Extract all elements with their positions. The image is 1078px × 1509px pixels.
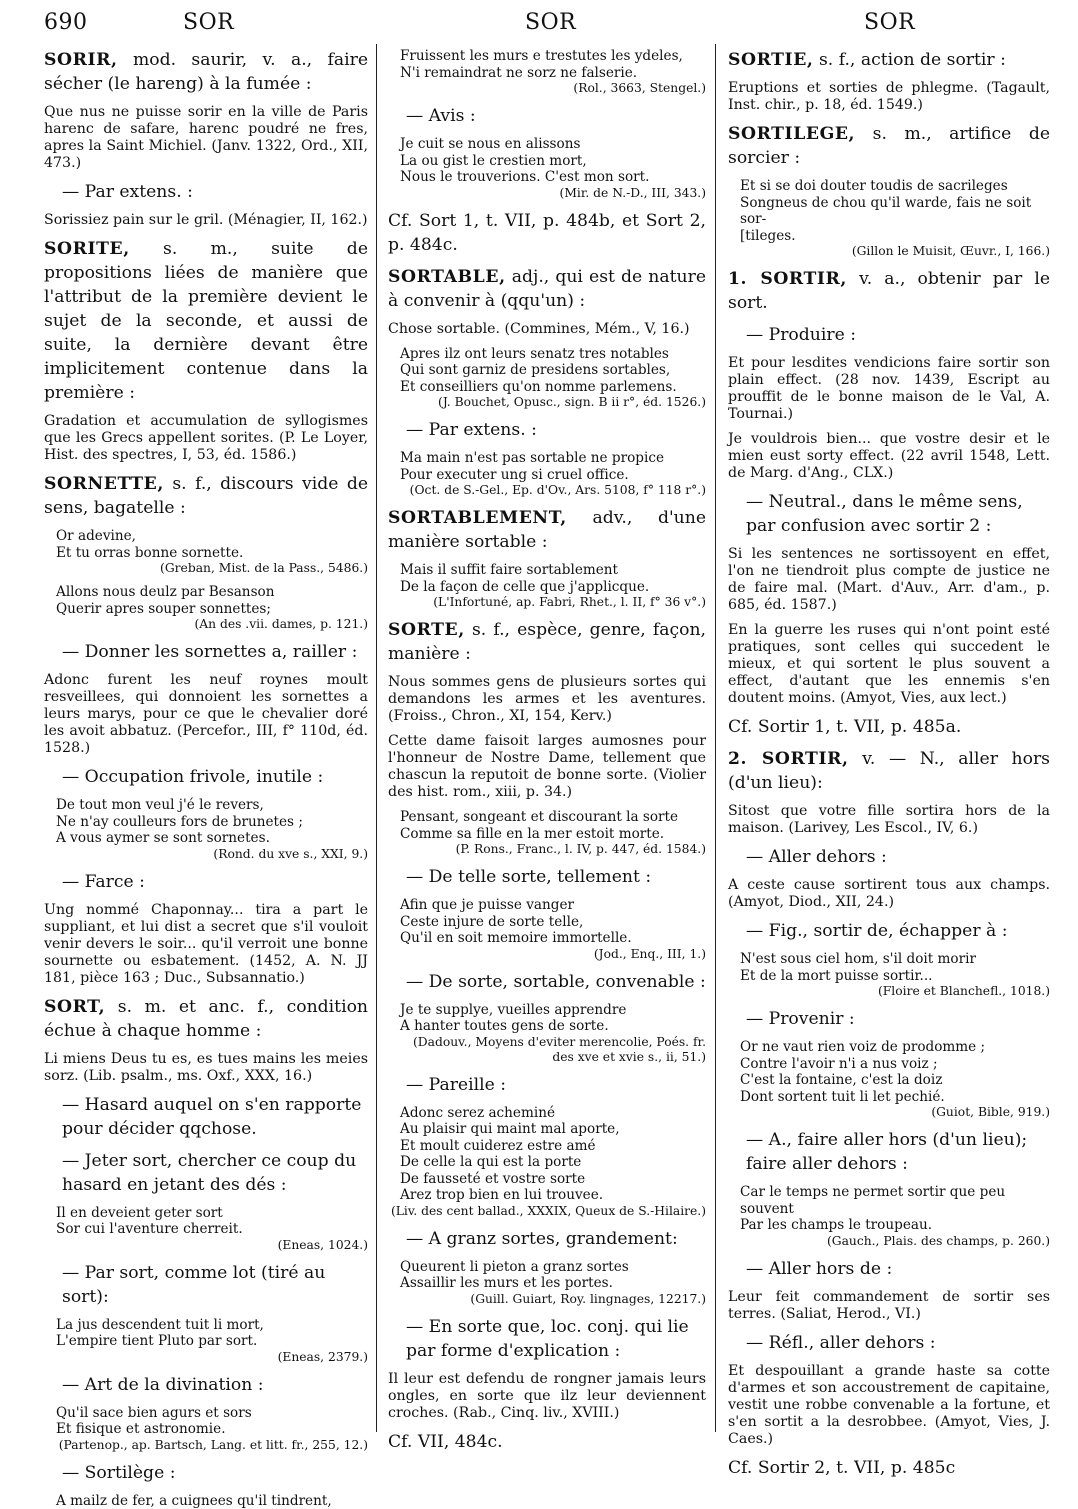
definition-text: adj., qui est de nature à convenir à (qqu'un) : xyxy=(388,267,706,311)
verse-line: Dont sortent tuit li let pechié. xyxy=(740,1089,1050,1106)
definition-text: Cf. VII, 484c. xyxy=(388,1432,503,1452)
entry-headword: SORITE, xyxy=(44,239,130,259)
verse-line: Querir apres souper sonnettes; xyxy=(56,601,368,618)
verse-citation xyxy=(388,1002,706,1065)
entry-headword: SORIR, xyxy=(44,50,118,70)
verse-line: De la façon de celle que j'applicque. xyxy=(400,579,706,596)
entry-headword: SORTILEGE, xyxy=(728,124,855,144)
definition-text: s. f., discours vide de sens, bagatelle : xyxy=(44,474,368,518)
verse-citation xyxy=(388,1259,706,1307)
definition-text: Cf. Sortir 1, t. VII, p. 485a. xyxy=(728,717,961,737)
verse-line: Et si se doi douter toudis de sacrileges xyxy=(740,178,1050,195)
citation-reference: (Gillon le Muisit, Œuvr., I, 166.) xyxy=(728,244,1050,259)
entry-definition xyxy=(728,122,1050,170)
verse-line: Comme sa fille en la mer estoit morte. xyxy=(400,826,706,843)
verse-citation xyxy=(44,1205,368,1253)
column-3 xyxy=(728,48,1050,1434)
prose-citation: Sorissiez pain sur le gril. (Ménagier, II, 162.) xyxy=(44,212,368,229)
citation-reference: (Eneas, 1024.) xyxy=(44,1238,368,1253)
verse-line: Adonc serez acheminé xyxy=(400,1105,706,1122)
definition-text: v. — N., aller hors (d'un lieu): xyxy=(728,749,1050,793)
sense-heading: — Avis : xyxy=(388,104,706,128)
column-rule-right xyxy=(715,44,716,1432)
verse-line: C'est la fontaine, c'est la doiz xyxy=(740,1072,1050,1089)
entry-headword: SORTABLE, xyxy=(388,267,506,287)
prose-citation: Il leur est defendu de rongner jamais leurs ongles, en sorte que ilz leur deviennent croches. (Rab., Cinq. liv., XVIII.) xyxy=(388,1371,706,1422)
verse-line: Afin que je puisse vanger xyxy=(400,897,706,914)
verse-line: Et conseilliers qu'on nomme parlemens. xyxy=(400,379,706,396)
sense-heading: — Par sort, comme lot (tiré au sort): xyxy=(44,1261,368,1309)
entry-definition xyxy=(728,1456,1050,1480)
verse-citation xyxy=(728,1184,1050,1249)
verse-citation xyxy=(728,1039,1050,1120)
verse-line: Ma main n'est pas sortable ne propice xyxy=(400,450,706,467)
prose-citation: Que nus ne puisse sorir en la ville de Paris harenc de safare, harenc poudré ne fres, apres la Saint Michiel. (Janv. 1322, Ord., XII, 473.) xyxy=(44,104,368,172)
verse-citation xyxy=(44,528,368,576)
verse-citation xyxy=(728,178,1050,259)
verse-line: Pour executer ung si cruel office. xyxy=(400,467,706,484)
citation-reference: (Mir. de N.-D., III, 343.) xyxy=(388,186,706,201)
entry-headword: SORT, xyxy=(44,997,105,1017)
sense-heading: — Neutral., dans le même sens, par confusion avec sortir 2 : xyxy=(728,490,1050,538)
verse-line: A vous aymer se sont sornetes. xyxy=(56,830,368,847)
verse-line: Et moult cuiderez estre amé xyxy=(400,1138,706,1155)
citation-reference: (Partenop., ap. Bartsch, Lang. et litt. fr., 255, 12.) xyxy=(44,1438,368,1453)
sense-heading: — Fig., sortir de, échapper à : xyxy=(728,919,1050,943)
verse-line: Nous le trouverions. C'est mon sort. xyxy=(400,169,706,186)
prose-citation: Nous sommes gens de plusieurs sortes qui demandons les armes et les aventures. (Froiss., Chron., XI, 154, Kerv.) xyxy=(388,674,706,725)
sense-heading: — Pareille : xyxy=(388,1073,706,1097)
verse-line: N'i remaindrat ne sorz ne falserie. xyxy=(400,65,706,82)
verse-line: Qu'il en soit memoire immortelle. xyxy=(400,930,706,947)
entry-definition xyxy=(388,618,706,666)
citation-reference: (L'Infortuné, ap. Fabri, Rhet., l. II, f° 36 v°.) xyxy=(388,595,706,610)
verse-line: Je te supplye, vueilles apprendre xyxy=(400,1002,706,1019)
verse-line: Et de la mort puisse sortir... xyxy=(740,968,1050,985)
entry-headword: SORNETTE, xyxy=(44,474,164,494)
prose-citation: Gradation et accumulation de syllogismes que les Grecs appellent sorites. (P. Le Loyer, Hist. des spectres, I, 53, éd. 1586.) xyxy=(44,413,368,464)
verse-line: [tileges. xyxy=(740,228,1050,245)
citation-reference: (Rond. du xve s., XXI, 9.) xyxy=(44,847,368,862)
prose-citation: Chose sortable. (Commines, Mém., V, 16.) xyxy=(388,321,706,338)
citation-reference: (Gauch., Plais. des champs, p. 260.) xyxy=(728,1234,1050,1249)
definition-text: adv., d'une manière sortable : xyxy=(388,508,706,552)
citation-reference: (Rol., 3663, Stengel.) xyxy=(388,81,706,96)
citation-reference: (Floire et Blanchefl., 1018.) xyxy=(728,984,1050,999)
verse-citation xyxy=(388,450,706,498)
entry-definition xyxy=(728,48,1050,72)
column-2 xyxy=(388,48,706,1434)
verse-citation xyxy=(388,48,706,96)
verse-line: Ne n'ay coulleurs fors de brunetes ; xyxy=(56,814,368,831)
prose-citation: Leur feit commandement de sortir ses terres. (Saliat, Herod., VI.) xyxy=(728,1289,1050,1323)
sense-heading: — De telle sorte, tellement : xyxy=(388,865,706,889)
sense-heading: — Produire : xyxy=(728,323,1050,347)
verse-line: Or ne vaut rien voiz de prodomme ; xyxy=(740,1039,1050,1056)
verse-line: La ou gist le crestien mort, xyxy=(400,153,706,170)
citation-reference: (An des .vii. dames, p. 121.) xyxy=(44,617,368,632)
verse-citation xyxy=(44,1493,368,1509)
verse-citation xyxy=(44,797,368,862)
verse-citation xyxy=(44,1317,368,1365)
entry-headword: SORTIE, xyxy=(728,50,813,70)
entry-headword: SORTE, xyxy=(388,620,465,640)
prose-citation: Et pour lesdites vendicions faire sortir son plain effect. (28 nov. 1439, Escript au prouffit de le bonne maison de le Val, A. Tournai.) xyxy=(728,355,1050,423)
sense-heading: — Par extens. : xyxy=(388,418,706,442)
prose-citation: Ung nommé Chaponnay... tira a part le suppliant, et lui dist a secret que s'il vouloit venir devers le soir... qu'il verroit une bonne sournette ou esbatement. (1452, A. N. JJ 181, pièce 163 ; Duc., Subsannatio.) xyxy=(44,902,368,987)
verse-line: Mais il suffit faire sortablement xyxy=(400,562,706,579)
citation-reference: (Guiot, Bible, 919.) xyxy=(728,1105,1050,1120)
sense-heading: — Aller hors de : xyxy=(728,1257,1050,1281)
verse-line: Queurent li pieton a granz sortes xyxy=(400,1259,706,1276)
sense-heading: — Par extens. : xyxy=(44,180,368,204)
verse-line: Sor cui l'aventure cherreit. xyxy=(56,1221,368,1238)
entry-definition xyxy=(44,48,368,96)
entry-definition xyxy=(388,265,706,313)
verse-line: L'empire tient Pluto par sort. xyxy=(56,1333,368,1350)
verse-line: Par les champs le troupeau. xyxy=(740,1217,1050,1234)
verse-citation xyxy=(728,951,1050,999)
verse-line: Et tu orras bonne sornette. xyxy=(56,545,368,562)
verse-line: A mailz de fer, a cuignees qu'il tindrent, xyxy=(56,1493,368,1509)
sense-heading: — Jeter sort, chercher ce coup du hasard en jetant des dés : xyxy=(44,1149,368,1197)
sense-heading: — Occupation frivole, inutile : xyxy=(44,765,368,789)
citation-reference: (Guill. Guiart, Roy. lingnages, 12217.) xyxy=(388,1292,706,1307)
entry-definition xyxy=(44,237,368,405)
citation-reference: (Eneas, 2379.) xyxy=(44,1350,368,1365)
column-1 xyxy=(44,48,368,1434)
entry-definition xyxy=(44,995,368,1043)
prose-citation: En la guerre les ruses qui n'ont point esté pratiques, sont celles qui succedent le mieux, et qui sortent le plus souvent a effect, d'autant que les ennemis s'en doutent moins. (Amyot, Vies, aux lect.) xyxy=(728,622,1050,707)
citation-reference: (Greban, Mist. de la Pass., 5486.) xyxy=(44,561,368,576)
prose-citation: Je vouldrois bien... que vostre desir et le mien eust sorty effect. (22 avril 1548, Lett. de Marg. d'Ang., CLX.) xyxy=(728,431,1050,482)
citation-reference: (Liv. des cent ballad., XXXIX, Queux de S.-Hilaire.) xyxy=(388,1204,706,1219)
prose-citation: Cette dame faisoit larges aumosnes pour l'honneur de Nostre Dame, tellement que chascun la reputoit de bonne sorte. (Violier des hist. rom., xiii, p. 34.) xyxy=(388,733,706,801)
citation-reference: (J. Bouchet, Opusc., sign. B ii r°, éd. 1526.) xyxy=(388,395,706,410)
verse-citation xyxy=(44,584,368,632)
definition-text: Cf. Sortir 2, t. VII, p. 485c xyxy=(728,1458,955,1478)
entry-headword: 2. SORTIR, xyxy=(728,749,849,769)
verse-line: De celle la qui est la porte xyxy=(400,1154,706,1171)
verse-line: De fausseté et vostre sorte xyxy=(400,1171,706,1188)
prose-citation: Et despouillant a grande haste sa cotte d'armes et son accoustrement de capitaine, vestit une robbe convenable a la fortune, et s'en sortit a la desrobbee. (Amyot, Vies, J. Caes.) xyxy=(728,1363,1050,1448)
verse-line: Or adevine, xyxy=(56,528,368,545)
definition-text: s. f., action de sortir : xyxy=(813,50,1005,70)
sense-heading: — En sorte que, loc. conj. qui lie par forme d'explication : xyxy=(388,1315,706,1363)
page-number: 690 xyxy=(44,10,88,35)
verse-line: Je cuit se nous en alissons xyxy=(400,136,706,153)
verse-line: Allons nous deulz par Besanson xyxy=(56,584,368,601)
entry-definition xyxy=(728,267,1050,315)
citation-reference: (Jod., Enq., III, 1.) xyxy=(388,947,706,962)
sense-heading: — A., faire aller hors (d'un lieu); faire aller dehors : xyxy=(728,1128,1050,1176)
prose-citation: Li miens Deus tu es, es tues mains les meies sorz. (Lib. psalm., ms. Oxf., XXX, 16.) xyxy=(44,1051,368,1085)
verse-line: Fruissent les murs e trestutes les ydeles, xyxy=(400,48,706,65)
sense-heading: — De sorte, sortable, convenable : xyxy=(388,970,706,994)
entry-definition xyxy=(728,715,1050,739)
sense-heading: — Hasard auquel on s'en rapporte pour décider qqchose. xyxy=(44,1093,368,1141)
definition-text: s. m., artifice de sorcier : xyxy=(728,124,1050,168)
entry-definition xyxy=(388,209,706,257)
verse-citation xyxy=(44,1405,368,1453)
definition-text: v. a., obtenir par le sort. xyxy=(728,269,1050,313)
verse-line: A hanter toutes gens de sorte. xyxy=(400,1018,706,1035)
verse-line: Apres ilz ont leurs senatz tres notables xyxy=(400,346,706,363)
prose-citation: Sitost que votre fille sortira hors de la maison. (Larivey, Les Escol., IV, 6.) xyxy=(728,803,1050,837)
column-rule-left xyxy=(376,44,377,1432)
verse-citation xyxy=(388,136,706,201)
verse-line: Songneus de chou qu'il warde, fais ne soit sor- xyxy=(740,195,1050,228)
sense-heading: — Art de la divination : xyxy=(44,1373,368,1397)
verse-line: De tout mon veul j'é le revers, xyxy=(56,797,368,814)
sense-heading: — A granz sortes, grandement: xyxy=(388,1227,706,1251)
prose-citation: Eruptions et sorties de phlegme. (Tagault, Inst. chir., p. 18, éd. 1549.) xyxy=(728,80,1050,114)
verse-line: Ceste injure de sorte telle, xyxy=(400,914,706,931)
definition-text: s. f., espèce, genre, façon, manière : xyxy=(388,620,706,664)
sense-heading: — Aller dehors : xyxy=(728,845,1050,869)
entry-headword: SORTABLEMENT, xyxy=(388,508,567,528)
running-head-right: SOR xyxy=(864,10,915,35)
prose-citation: Si les sentences ne sortissoyent en effet, l'on ne tiendroit plus compte de justice ne de faire mal. (Mart. d'Auv., Arr. d'am., p. 685, éd. 1587.) xyxy=(728,546,1050,614)
running-head-center: SOR xyxy=(525,10,576,35)
prose-citation: A ceste cause sortirent tous aux champs. (Amyot, Diod., XII, 24.) xyxy=(728,877,1050,911)
sense-heading: — Donner les sornettes a, railler : xyxy=(44,640,368,664)
entry-definition xyxy=(728,747,1050,795)
verse-line: Et fisique et astronomie. xyxy=(56,1421,368,1438)
verse-citation xyxy=(388,562,706,610)
entry-definition xyxy=(388,1430,706,1454)
verse-line: Qu'il sace bien agurs et sors xyxy=(56,1405,368,1422)
entry-headword: 1. SORTIR, xyxy=(728,269,847,289)
verse-citation xyxy=(388,897,706,962)
verse-line: La jus descendent tuit li mort, xyxy=(56,1317,368,1334)
entry-definition xyxy=(388,506,706,554)
verse-citation xyxy=(388,1105,706,1219)
verse-line: Car le temps ne permet sortir que peu souvent xyxy=(740,1184,1050,1217)
verse-citation xyxy=(388,809,706,857)
definition-text: mod. saurir, v. a., faire sécher (le hareng) à la fumée : xyxy=(44,50,368,94)
citation-reference: (Oct. de S.-Gel., Ep. d'Ov., Ars. 5108, f° 118 r°.) xyxy=(388,483,706,498)
citation-reference: (Dadouv., Moyens d'eviter merencolie, Poés. fr. des xve et xvie s., ii, 51.) xyxy=(388,1035,706,1065)
verse-line: Pensant, songeant et discourant la sorte xyxy=(400,809,706,826)
verse-line: Contre l'avoir n'i a nus voiz ; xyxy=(740,1056,1050,1073)
verse-citation xyxy=(388,346,706,411)
verse-line: Qui sont garniz de presidens sortables, xyxy=(400,362,706,379)
definition-text: s. m., suite de propositions liées de manière que l'attribut de la première devient le sujet de la seconde, et aussi de suite, la dernière devant être implicitement contenue dans la première : xyxy=(44,239,368,403)
entry-definition xyxy=(44,472,368,520)
verse-line: Assaillir les murs et les portes. xyxy=(400,1275,706,1292)
verse-line: Au plaisir qui maint mal aporte, xyxy=(400,1121,706,1138)
sense-heading: — Réfl., aller dehors : xyxy=(728,1331,1050,1355)
sense-heading: — Farce : xyxy=(44,870,368,894)
verse-line: Il en deveient geter sort xyxy=(56,1205,368,1222)
citation-reference: (P. Rons., Franc., l. IV, p. 447, éd. 1584.) xyxy=(388,842,706,857)
verse-line: Arez trop bien en lui trouvee. xyxy=(400,1187,706,1204)
running-head-left: SOR xyxy=(183,10,234,35)
definition-text: s. m. et anc. f., condition échue à chaque homme : xyxy=(44,997,368,1041)
verse-line: N'est sous ciel hom, s'il doit morir xyxy=(740,951,1050,968)
definition-text: Cf. Sort 1, t. VII, p. 484b, et Sort 2, p. 484c. xyxy=(388,211,706,255)
sense-heading: — Sortilège : xyxy=(44,1461,368,1485)
prose-citation: Adonc furent les neuf roynes moult resveillees, qui donnoient les sornettes a leurs marys, pour ce que le chevalier doré les avoit abbatuz. (Percefor., III, f° 110d, éd. 1528.) xyxy=(44,672,368,757)
sense-heading: — Provenir : xyxy=(728,1007,1050,1031)
